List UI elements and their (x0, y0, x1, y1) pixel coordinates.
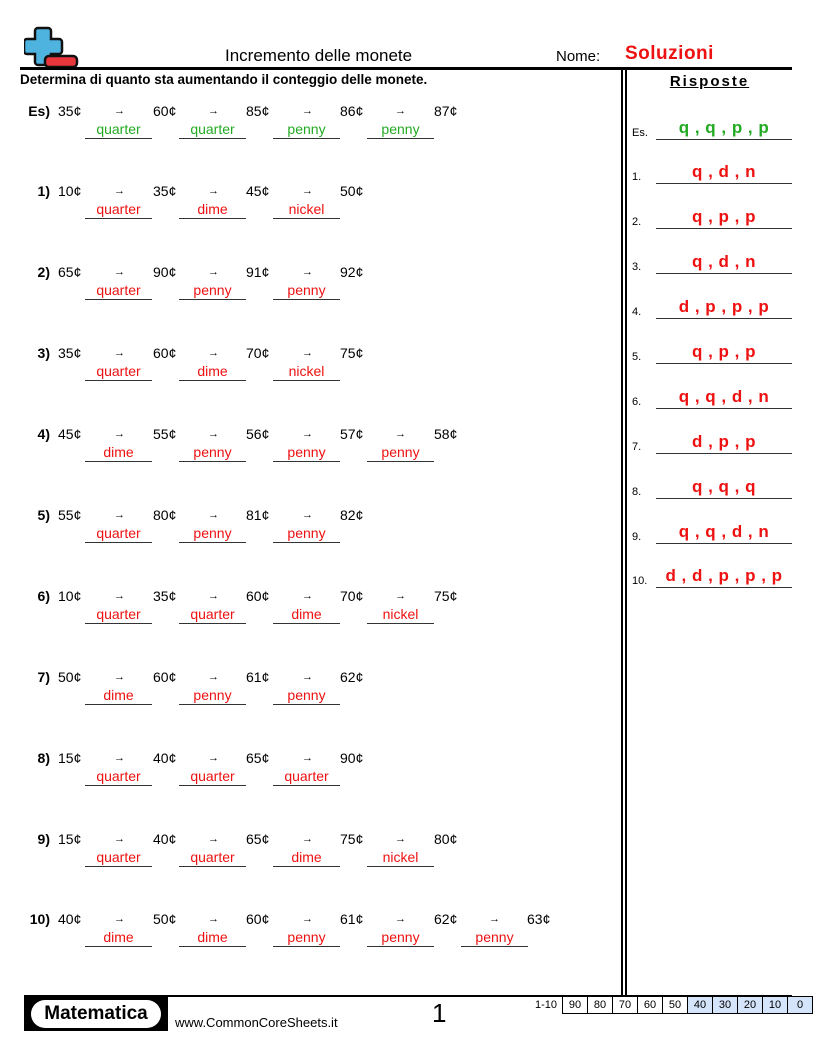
coin-amount: 35¢ (58, 103, 82, 119)
coin-amount: 40¢ (58, 911, 82, 927)
coin-answer-blank[interactable]: dime (179, 201, 246, 219)
coin-answer-blank[interactable]: dime (85, 929, 152, 947)
arrow-right-icon: → (208, 185, 219, 197)
coin-amount: 70¢ (340, 588, 364, 604)
answer-number: 4. (632, 306, 642, 318)
problem-number: 3) (37, 345, 50, 361)
answer-number: 8. (632, 486, 642, 498)
coin-amount: 50¢ (340, 183, 364, 199)
arrow-right-icon: → (114, 590, 125, 602)
answer-number: 10. (632, 575, 648, 587)
coin-amount: 40¢ (153, 750, 177, 766)
header-divider (20, 67, 792, 70)
problem-number: 9) (37, 831, 50, 847)
score-cell: 50 (663, 996, 688, 1014)
answer-value: q , d , n (692, 162, 756, 181)
coin-amount: 61¢ (246, 669, 270, 685)
coin-amount: 87¢ (434, 103, 458, 119)
coin-amount: 62¢ (434, 911, 458, 927)
coin-amount: 60¢ (246, 588, 270, 604)
answer-value: d , p , p , p (678, 297, 770, 316)
coin-answer-blank[interactable]: nickel (273, 363, 340, 381)
arrow-right-icon: → (302, 428, 313, 440)
website-link[interactable]: www.CommonCoreSheets.it (175, 1015, 338, 1030)
coin-amount: 45¢ (58, 426, 82, 442)
answer-value: q , q , q (692, 477, 756, 496)
problem-row (0, 588, 620, 638)
answer-value: q , p , p (692, 342, 756, 361)
coin-answer-blank[interactable]: quarter (85, 606, 152, 624)
coin-amount: 60¢ (153, 669, 177, 685)
answer-row (630, 342, 792, 364)
coin-answer-blank[interactable]: penny (273, 687, 340, 705)
coin-amount: 65¢ (246, 750, 270, 766)
coin-amount: 10¢ (58, 183, 82, 199)
answer-value: q , p , p (692, 207, 756, 226)
problem-number: 4) (37, 426, 50, 442)
coin-amount: 60¢ (153, 345, 177, 361)
coin-answer-blank[interactable]: quarter (85, 282, 152, 300)
arrow-right-icon: → (208, 913, 219, 925)
problem-number: 8) (37, 750, 50, 766)
arrow-right-icon: → (208, 266, 219, 278)
coin-amount: 15¢ (58, 831, 82, 847)
answers-title: Risposte (669, 73, 750, 90)
coin-amount: 35¢ (153, 183, 177, 199)
coin-amount: 75¢ (434, 588, 458, 604)
coin-amount: 90¢ (340, 750, 364, 766)
answer-number: 5. (632, 351, 642, 363)
coin-answer-blank[interactable]: nickel (367, 606, 434, 624)
coin-answer-blank[interactable]: dime (179, 363, 246, 381)
coin-answer-blank[interactable]: penny (179, 282, 246, 300)
problem-number: 6) (37, 588, 50, 604)
coin-answer-blank[interactable]: dime (85, 687, 152, 705)
answer-row (630, 387, 792, 409)
answer-value: d , d , p , p , p (665, 566, 783, 585)
arrow-right-icon: → (302, 185, 313, 197)
coin-answer-blank[interactable]: quarter (179, 121, 246, 139)
coin-amount: 90¢ (153, 264, 177, 280)
coin-amount: 75¢ (340, 831, 364, 847)
coin-amount: 57¢ (340, 426, 364, 442)
answer-field[interactable] (656, 118, 792, 140)
coin-amount: 56¢ (246, 426, 270, 442)
answer-row (630, 162, 792, 184)
coin-amount: 45¢ (246, 183, 270, 199)
problem-number: 1) (37, 183, 50, 199)
score-range-label: 1-10 (535, 999, 558, 1011)
coin-amount: 60¢ (153, 103, 177, 119)
coin-amount: 50¢ (58, 669, 82, 685)
coin-amount: 50¢ (153, 911, 177, 927)
coin-answer-blank[interactable]: quarter (179, 768, 246, 786)
coin-answer-blank[interactable]: penny (179, 687, 246, 705)
answer-row (630, 297, 792, 319)
coin-answer-blank[interactable]: penny (367, 121, 434, 139)
brand-label: Matematica (31, 1000, 161, 1028)
coin-answer-blank[interactable]: dime (179, 929, 246, 947)
answer-value: q , q , p , p (678, 118, 770, 137)
problem-row (0, 911, 620, 961)
answer-field[interactable] (656, 432, 792, 454)
answer-field[interactable] (656, 162, 792, 184)
instructions: Determina di quanto sta aumentando il conteggio delle monete. (20, 72, 428, 87)
coin-answer-blank[interactable]: penny (179, 444, 246, 462)
score-cell: 90 (562, 996, 588, 1014)
answer-field[interactable] (656, 522, 792, 544)
problem-row (0, 831, 620, 881)
arrow-right-icon: → (208, 428, 219, 440)
coin-amount: 75¢ (340, 345, 364, 361)
answer-number: 2. (632, 216, 642, 228)
coin-amount: 58¢ (434, 426, 458, 442)
arrow-right-icon: → (489, 913, 500, 925)
problem-row (0, 183, 620, 233)
coin-amount: 62¢ (340, 669, 364, 685)
arrow-right-icon: → (302, 266, 313, 278)
logo-plus-minus-icon (24, 26, 80, 68)
coin-amount: 15¢ (58, 750, 82, 766)
arrow-right-icon: → (208, 671, 219, 683)
answer-number: 6. (632, 396, 642, 408)
score-cell: 80 (588, 996, 613, 1014)
answer-value: q , q , d , n (678, 522, 770, 541)
answer-field[interactable] (656, 342, 792, 364)
arrow-right-icon: → (114, 752, 125, 764)
coin-answer-blank[interactable]: quarter (85, 201, 152, 219)
score-cell: 40 (688, 996, 713, 1014)
arrow-right-icon: → (302, 671, 313, 683)
problem-row (0, 345, 620, 395)
coin-amount: 55¢ (58, 507, 82, 523)
problem-row (0, 507, 620, 557)
coin-answer-blank[interactable]: quarter (179, 606, 246, 624)
problem-row (0, 426, 620, 476)
score-cell: 60 (638, 996, 663, 1014)
coin-amount: 61¢ (340, 911, 364, 927)
coin-answer-blank[interactable]: quarter (85, 121, 152, 139)
coin-answer-blank[interactable]: penny (367, 929, 434, 947)
arrow-right-icon: → (208, 590, 219, 602)
name-label: Nome: (556, 48, 601, 65)
name-value: Soluzioni (625, 43, 714, 64)
problem-row (0, 750, 620, 800)
arrow-right-icon: → (395, 913, 406, 925)
page-number: 1 (432, 998, 447, 1028)
coin-answer-blank[interactable]: quarter (85, 363, 152, 381)
coin-answer-blank[interactable]: nickel (273, 201, 340, 219)
column-divider (621, 67, 623, 997)
arrow-right-icon: → (302, 347, 313, 359)
answer-value: q , q , d , n (678, 387, 770, 406)
answer-row (630, 522, 792, 544)
arrow-right-icon: → (302, 913, 313, 925)
answer-number: 1. (632, 171, 642, 183)
score-cell: 30 (713, 996, 738, 1014)
coin-answer-blank[interactable]: penny (273, 282, 340, 300)
score-cell: 20 (738, 996, 763, 1014)
coin-answer-blank[interactable]: dime (85, 444, 152, 462)
problem-number: 7) (37, 669, 50, 685)
arrow-right-icon: → (114, 509, 125, 521)
arrow-right-icon: → (114, 833, 125, 845)
coin-answer-blank[interactable]: dime (273, 606, 340, 624)
answer-number: 7. (632, 441, 642, 453)
coin-answer-blank[interactable]: dime (273, 849, 340, 867)
coin-amount: 10¢ (58, 588, 82, 604)
arrow-right-icon: → (208, 752, 219, 764)
answer-field[interactable] (656, 387, 792, 409)
score-cell: 10 (763, 996, 788, 1014)
coin-answer-blank[interactable]: nickel (367, 849, 434, 867)
coin-amount: 86¢ (340, 103, 364, 119)
coin-amount: 82¢ (340, 507, 364, 523)
score-cell: 70 (613, 996, 638, 1014)
arrow-right-icon: → (114, 185, 125, 197)
coin-amount: 55¢ (153, 426, 177, 442)
coin-amount: 81¢ (246, 507, 270, 523)
answer-number: Es. (632, 127, 648, 139)
coin-answer-blank[interactable]: penny (367, 444, 434, 462)
arrow-right-icon: → (302, 509, 313, 521)
coin-amount: 65¢ (58, 264, 82, 280)
problem-number: 10) (29, 911, 50, 927)
coin-answer-blank[interactable]: penny (461, 929, 528, 947)
score-cell: 0 (788, 996, 813, 1014)
coin-amount: 65¢ (246, 831, 270, 847)
answer-value: q , d , n (692, 252, 756, 271)
coin-answer-blank[interactable]: quarter (85, 525, 152, 543)
arrow-right-icon: → (208, 347, 219, 359)
problem-row (0, 669, 620, 719)
coin-answer-blank[interactable]: quarter (85, 768, 152, 786)
answer-row (630, 207, 792, 229)
coin-amount: 92¢ (340, 264, 364, 280)
column-divider (625, 67, 627, 997)
worksheet-title: Incremento delle monete (225, 46, 413, 65)
coin-amount: 40¢ (153, 831, 177, 847)
score-table (530, 996, 813, 1014)
arrow-right-icon: → (302, 752, 313, 764)
arrow-right-icon: → (114, 105, 125, 117)
coin-answer-blank[interactable]: penny (179, 525, 246, 543)
coin-amount: 80¢ (434, 831, 458, 847)
arrow-right-icon: → (208, 105, 219, 117)
arrow-right-icon: → (302, 833, 313, 845)
coin-amount: 63¢ (527, 911, 551, 927)
problem-number: 2) (37, 264, 50, 280)
answer-value: d , p , p (692, 432, 756, 451)
coin-answer-blank[interactable]: penny (273, 929, 340, 947)
coin-amount: 85¢ (246, 103, 270, 119)
arrow-right-icon: → (395, 428, 406, 440)
answer-field[interactable] (656, 207, 792, 229)
answer-number: 9. (632, 531, 642, 543)
coin-answer-blank[interactable]: quarter (273, 768, 340, 786)
coin-answer-blank[interactable]: quarter (85, 849, 152, 867)
arrow-right-icon: → (208, 509, 219, 521)
answer-row (630, 432, 792, 454)
answer-field[interactable] (656, 252, 792, 274)
arrow-right-icon: → (114, 347, 125, 359)
arrow-right-icon: → (395, 833, 406, 845)
answer-number: 3. (632, 261, 642, 273)
arrow-right-icon: → (114, 913, 125, 925)
arrow-right-icon: → (302, 105, 313, 117)
arrow-right-icon: → (302, 590, 313, 602)
problem-number: Es) (28, 103, 50, 119)
coin-amount: 70¢ (246, 345, 270, 361)
coin-amount: 80¢ (153, 507, 177, 523)
answer-field[interactable] (656, 477, 792, 499)
answer-row (630, 118, 792, 140)
arrow-right-icon: → (114, 428, 125, 440)
coin-answer-blank[interactable]: penny (273, 121, 340, 139)
problem-row (0, 264, 620, 314)
answer-row (630, 252, 792, 274)
coin-answer-blank[interactable]: penny (273, 444, 340, 462)
arrow-right-icon: → (395, 105, 406, 117)
coin-answer-blank[interactable]: quarter (179, 849, 246, 867)
coin-amount: 91¢ (246, 264, 270, 280)
answer-row (630, 477, 792, 499)
answer-field[interactable] (656, 297, 792, 319)
coin-amount: 35¢ (58, 345, 82, 361)
arrow-right-icon: → (395, 590, 406, 602)
arrow-right-icon: → (114, 671, 125, 683)
coin-amount: 60¢ (246, 911, 270, 927)
answer-field[interactable] (656, 566, 792, 588)
coin-answer-blank[interactable]: penny (273, 525, 340, 543)
arrow-right-icon: → (208, 833, 219, 845)
example-problem (0, 103, 620, 153)
arrow-right-icon: → (114, 266, 125, 278)
problem-number: 5) (37, 507, 50, 523)
coin-amount: 35¢ (153, 588, 177, 604)
answer-row (630, 566, 792, 588)
